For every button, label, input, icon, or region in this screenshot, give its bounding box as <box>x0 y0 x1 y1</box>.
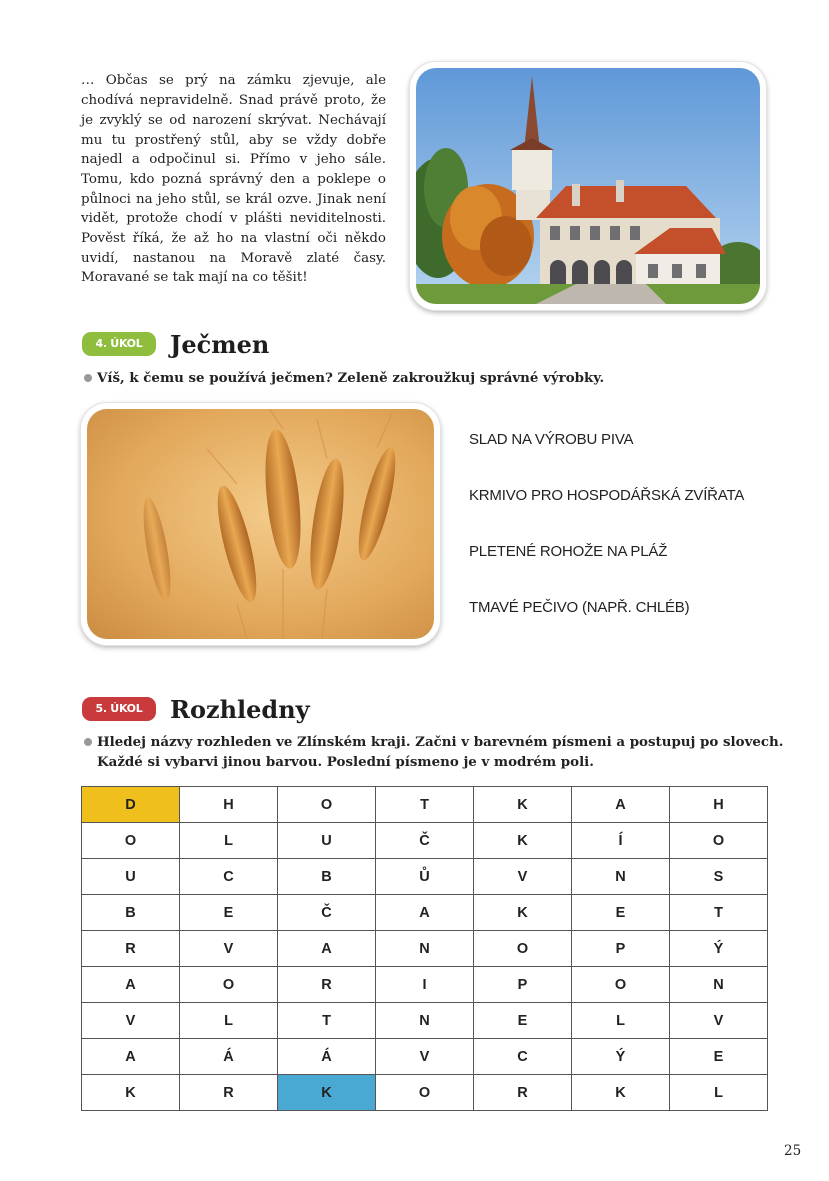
grid-cell[interactable]: K <box>82 1075 180 1111</box>
task-4-title: Ječmen <box>170 330 270 359</box>
grid-cell-end[interactable]: K <box>278 1075 376 1111</box>
grid-cell[interactable]: A <box>278 931 376 967</box>
grid-cell[interactable]: H <box>180 787 278 823</box>
grid-cell[interactable]: Č <box>376 823 474 859</box>
grid-cell[interactable]: K <box>474 787 572 823</box>
grid-cell[interactable]: O <box>180 967 278 1003</box>
option-item[interactable]: PLETENÉ ROHOŽE NA PLÁŽ <box>469 543 668 560</box>
grid-cell[interactable]: N <box>670 967 768 1003</box>
grid-cell[interactable]: K <box>474 895 572 931</box>
bullet-icon <box>84 374 92 382</box>
grid-row <box>82 787 768 823</box>
grid-row <box>82 931 768 967</box>
grid-cell[interactable]: C <box>474 1039 572 1075</box>
castle-photo <box>410 62 766 310</box>
grid-cell[interactable]: V <box>180 931 278 967</box>
grid-cell[interactable]: S <box>670 859 768 895</box>
grid-cell[interactable]: K <box>572 1075 670 1111</box>
grid-cell[interactable]: L <box>670 1075 768 1111</box>
grid-cell[interactable]: T <box>376 787 474 823</box>
grid-cell[interactable]: P <box>572 931 670 967</box>
option-item[interactable]: KRMIVO PRO HOSPODÁŘSKÁ ZVÍŘATA <box>469 487 745 504</box>
grid-cell[interactable]: E <box>474 1003 572 1039</box>
grid-cell[interactable]: N <box>572 859 670 895</box>
task-5-badge: 5. ÚKOL <box>82 697 156 721</box>
grid-row <box>82 895 768 931</box>
grid-cell[interactable]: Ý <box>572 1039 670 1075</box>
grid-cell[interactable]: V <box>670 1003 768 1039</box>
grid-cell[interactable]: A <box>82 967 180 1003</box>
grid-cell[interactable]: E <box>670 1039 768 1075</box>
grid-cell[interactable]: L <box>180 823 278 859</box>
grid-cell[interactable]: T <box>670 895 768 931</box>
grid-cell[interactable]: U <box>278 823 376 859</box>
grid-cell[interactable]: Ý <box>670 931 768 967</box>
page-number: 25 <box>784 1143 802 1159</box>
grid-cell[interactable]: O <box>474 931 572 967</box>
barley-photo <box>81 403 440 645</box>
grid-cell[interactable]: E <box>180 895 278 931</box>
task-5-instruction: Hledej názvy rozhleden ve Zlínském kraji. Začni v barevném písmeni a postupuj po slovech. Každé si vybarvi jinou barvou. Poslední písmeno je v modrém poli. <box>97 734 784 770</box>
grid-row <box>82 967 768 1003</box>
grid-cell[interactable]: K <box>474 823 572 859</box>
task-5-title: Rozhledny <box>170 695 310 724</box>
option-item[interactable]: SLAD NA VÝROBU PIVA <box>469 431 634 448</box>
grid-cell[interactable]: O <box>278 787 376 823</box>
grid-cell[interactable]: C <box>180 859 278 895</box>
grid-cell[interactable]: V <box>376 1039 474 1075</box>
grid-cell[interactable]: O <box>670 823 768 859</box>
grid-row <box>82 823 768 859</box>
grid-cell[interactable]: B <box>278 859 376 895</box>
barley-illustration <box>87 409 434 639</box>
grid-cell[interactable]: L <box>572 1003 670 1039</box>
task-4-instruction: Víš, k čemu se používá ječmen? Zeleně zakroužkuj správné výrobky. <box>97 370 605 386</box>
grid-cell[interactable]: O <box>376 1075 474 1111</box>
grid-cell[interactable]: R <box>474 1075 572 1111</box>
grid-cell[interactable]: E <box>572 895 670 931</box>
grid-cell[interactable]: A <box>572 787 670 823</box>
castle-illustration <box>416 68 760 304</box>
option-item[interactable]: TMAVÉ PEČIVO (NAPŘ. CHLÉB) <box>469 599 690 616</box>
grid-cell[interactable]: O <box>572 967 670 1003</box>
grid-cell[interactable]: V <box>82 1003 180 1039</box>
grid-cell[interactable]: U <box>82 859 180 895</box>
grid-cell[interactable]: R <box>180 1075 278 1111</box>
grid-cell[interactable]: Á <box>180 1039 278 1075</box>
grid-row <box>82 859 768 895</box>
grid-cell-start[interactable]: D <box>82 787 180 823</box>
letter-grid <box>81 786 768 1111</box>
grid-row <box>82 1039 768 1075</box>
grid-cell[interactable]: N <box>376 931 474 967</box>
grid-cell[interactable]: V <box>474 859 572 895</box>
grid-cell[interactable]: N <box>376 1003 474 1039</box>
grid-cell[interactable]: A <box>82 1039 180 1075</box>
grid-cell[interactable]: L <box>180 1003 278 1039</box>
grid-cell[interactable]: R <box>82 931 180 967</box>
grid-cell[interactable]: P <box>474 967 572 1003</box>
grid-cell[interactable]: O <box>82 823 180 859</box>
grid-cell[interactable]: Á <box>278 1039 376 1075</box>
grid-cell[interactable]: Í <box>572 823 670 859</box>
grid-cell[interactable]: Č <box>278 895 376 931</box>
task-4-badge: 4. ÚKOL <box>82 332 156 356</box>
grid-cell[interactable]: R <box>278 967 376 1003</box>
bullet-icon <box>84 738 92 746</box>
grid-cell[interactable]: B <box>82 895 180 931</box>
story-text: … Občas se prý na zámku zjevuje, ale chodívá nepravidelně. Snad právě proto, že je zvyklý se od narození skrývat. Nechávají mu tu prostřený stůl, aby se vždy dobře najedl a odpočinul si. Přímo v jeho sále. Tomu, kdo pozná správný den a poklepe o půlnoci na jeho stůl, se král ozve. Jinak není vidět, protože chodí v plášti neviditelnosti. Pověst říká, že až ho na vlastní oči někdo uvidí, nastanou na Moravě zlaté časy. Moravané se tak mají na co těšit! <box>81 73 386 286</box>
grid-cell[interactable]: I <box>376 967 474 1003</box>
grid-row <box>82 1003 768 1039</box>
grid-cell[interactable]: A <box>376 895 474 931</box>
grid-cell[interactable]: T <box>278 1003 376 1039</box>
grid-cell[interactable]: Ů <box>376 859 474 895</box>
grid-row <box>82 1075 768 1111</box>
grid-cell[interactable]: H <box>670 787 768 823</box>
